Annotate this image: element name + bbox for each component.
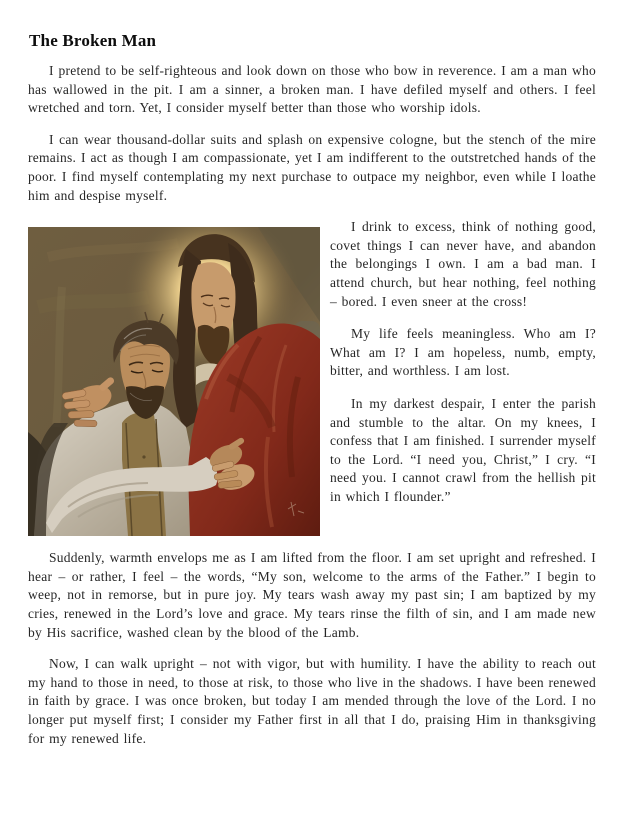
- embrace-painting-image: [28, 227, 320, 536]
- text-column: [330, 218, 596, 506]
- paragraph-7: Now, I can walk upright – not with vigor, but with humility. I have the ability to reach out my hand to those in need, to those at risk, to those who live in the shadows. I have been renewed in faith by grace. I was once broken, but today I am mended through the love of the Lord. I no longer put myself first; I consider my Father first in all that I do, praising Him in thanksgiving for my renewed life.: [28, 656, 596, 746]
- figure-row: [28, 218, 596, 536]
- paragraph-5: In my darkest despair, I enter the parish and stumble to the altar. On my knees, I confess that I am finished. I surrender myself to the Lord. “I need you, Christ,” I cry. “I need you. I cannot crawl from the hellish pit in which I flounder.”: [330, 395, 596, 504]
- paragraph-1: I pretend to be self-righteous and look down on those who bow in reverence. I am a man who has wallowed in the pit. I am a sinner, a broken man. I have defiled myself and others. I feel wretched and torn. Yet, I consider myself better than those who worship idols.: [28, 63, 596, 116]
- paragraph-6: Suddenly, warmth envelops me as I am lifted from the floor. I am set upright and refreshed. I hear – or rather, I feel – the words, “My son, welcome to the arms of the Father.” I begin to weep, not in remorse, but in pure joy. My tears wash away my past sin; I am baptized by my cries, renewed in the Lord’s love and grace. My tears rinse the filth of sin, and I am made new by His sacrifice, washed clean by the blood of the Lamb.: [28, 550, 596, 640]
- paragraph-3: I drink to excess, think of nothing good, covet things I can never have, and abandon the belongings I own. I am a bad man. I attend church, but hear nothing, feel nothing – bored. I even sneer at the cross!: [330, 219, 596, 309]
- paragraph-4: My life feels meaningless. Who am I? What am I? I am hopeless, numb, empty, bitter, and worthless. I am lost.: [330, 326, 596, 379]
- embrace-painting-svg: [28, 227, 320, 536]
- page-title: The Broken Man: [29, 31, 157, 50]
- paragraph-2: I can wear thousand-dollar suits and splash on expensive cologne, but the stench of the mire remains. I act as though I am compassionate, yet I am indifferent to the outstretched hands of the poor. I find myself contemplating my next purchase to outpace my neighbor, even while I loathe him and despise myself.: [28, 131, 596, 203]
